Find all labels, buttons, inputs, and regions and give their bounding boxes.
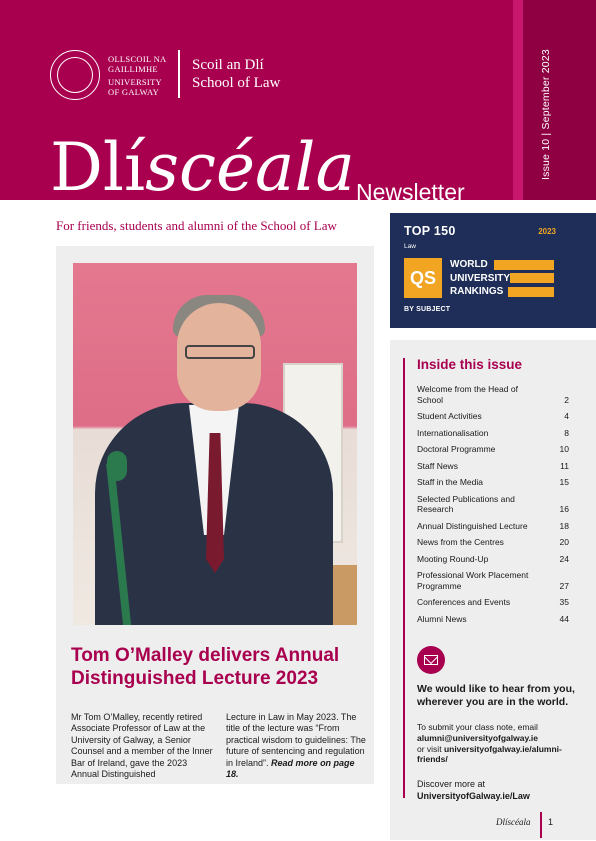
contents-rule — [403, 358, 405, 798]
alumni-email-link[interactable]: alumni@universityofgalway.ie — [417, 732, 539, 743]
contents-panel — [390, 340, 596, 840]
toc-item[interactable]: Alumni News 44 — [417, 613, 569, 624]
rank-bar — [508, 287, 554, 297]
feature-text-col-2: Lecture in Law in May 2023. The title of the lecture was “From practical wisdom to guidelines: The future of sentencing and regulation in Ireland”. Read more on page 18. — [226, 712, 366, 780]
cta-heading: We would like to hear from you, wherever you are in the world. — [417, 683, 575, 708]
feature-text-col-1: Mr Tom O’Malley, recently retired Associate Professor of Law at the University of Galway, a Senior Counsel and a member of the Inner Bar of Ireland, gave the 2023 Annual Distinguished — [71, 712, 213, 780]
qs-rankings-badge — [390, 213, 596, 328]
envelope-icon — [417, 646, 445, 674]
rank-subject: Law — [404, 243, 416, 250]
toc-item[interactable]: Student Activities 4 — [417, 411, 569, 421]
toc-item[interactable]: Staff in the Media 15 — [417, 477, 569, 487]
rank-year: 2023 — [538, 227, 556, 236]
masthead-newsletter: Newsletter — [356, 179, 465, 205]
toc-item[interactable]: Welcome from the Head of School 2 — [417, 384, 569, 405]
discover-more: Discover more at UniversityofGalway.ie/Law — [417, 779, 530, 801]
logo-divider — [178, 50, 180, 98]
qs-logo-icon: QS — [404, 258, 442, 298]
university-wordmark: OLLSCOIL NA GAILLIMHE UNIVERSITY OF GALWAY — [108, 54, 167, 97]
header-accent-strip — [513, 0, 523, 200]
toc-item[interactable]: Staff News 11 — [417, 460, 569, 471]
issue-label: Issue 10 | September 2023 — [540, 49, 552, 180]
toc-item[interactable]: Annual Distinguished Lecture 18 — [417, 520, 569, 531]
toc-item[interactable]: News from the Centres 20 — [417, 537, 569, 547]
read-more-link[interactable]: Read more on page 18. — [226, 757, 355, 780]
tagline: For friends, students and alumni of the School of Law — [56, 218, 337, 233]
lecturer-photo — [73, 263, 357, 625]
feature-card — [56, 246, 374, 784]
cta-text: To submit your class note, email alumni@universityofgalway.ie or visit universityofgalway.ie/alumni-friends/ — [417, 722, 562, 765]
rank-top: TOP 150 — [404, 224, 456, 238]
rank-by-subject: BY SUBJECT — [404, 306, 451, 313]
school-name: Scoil an Dlí School of Law — [192, 57, 281, 91]
toc-item[interactable]: Selected Publications and Research 16 — [417, 493, 569, 514]
contents-title: Inside this issue — [417, 357, 523, 372]
page-number: 1 — [548, 817, 554, 827]
toc-item[interactable]: Conferences and Events 35 — [417, 597, 569, 607]
toc-item[interactable]: Mooting Round-Up 24 — [417, 553, 569, 564]
masthead-title: Dlíscéala — [50, 129, 355, 206]
toc-item[interactable]: Internationalisation 8 — [417, 427, 569, 438]
feature-headline: Tom O’Malley delivers Annual Distinguished Lecture 2023 — [71, 645, 340, 689]
footer-rule — [540, 812, 542, 838]
toc-item[interactable]: Doctoral Programme 10 — [417, 444, 569, 454]
university-seal-icon — [50, 50, 100, 100]
law-website-link[interactable]: UniversityofGalway.ie/Law — [417, 790, 530, 801]
alumni-friends-link[interactable]: universityofgalway.ie/alumni-friends/ — [417, 743, 562, 765]
rank-wur-lines: WORLD UNIVERSITY RANKINGS — [450, 259, 511, 297]
contents-list — [417, 384, 569, 630]
rank-bar — [510, 273, 554, 283]
rank-bar — [494, 260, 554, 270]
footer-newsletter-name: Dlíscéala — [496, 817, 531, 827]
toc-item[interactable]: Professional Work Placement Programme 27 — [417, 570, 569, 591]
